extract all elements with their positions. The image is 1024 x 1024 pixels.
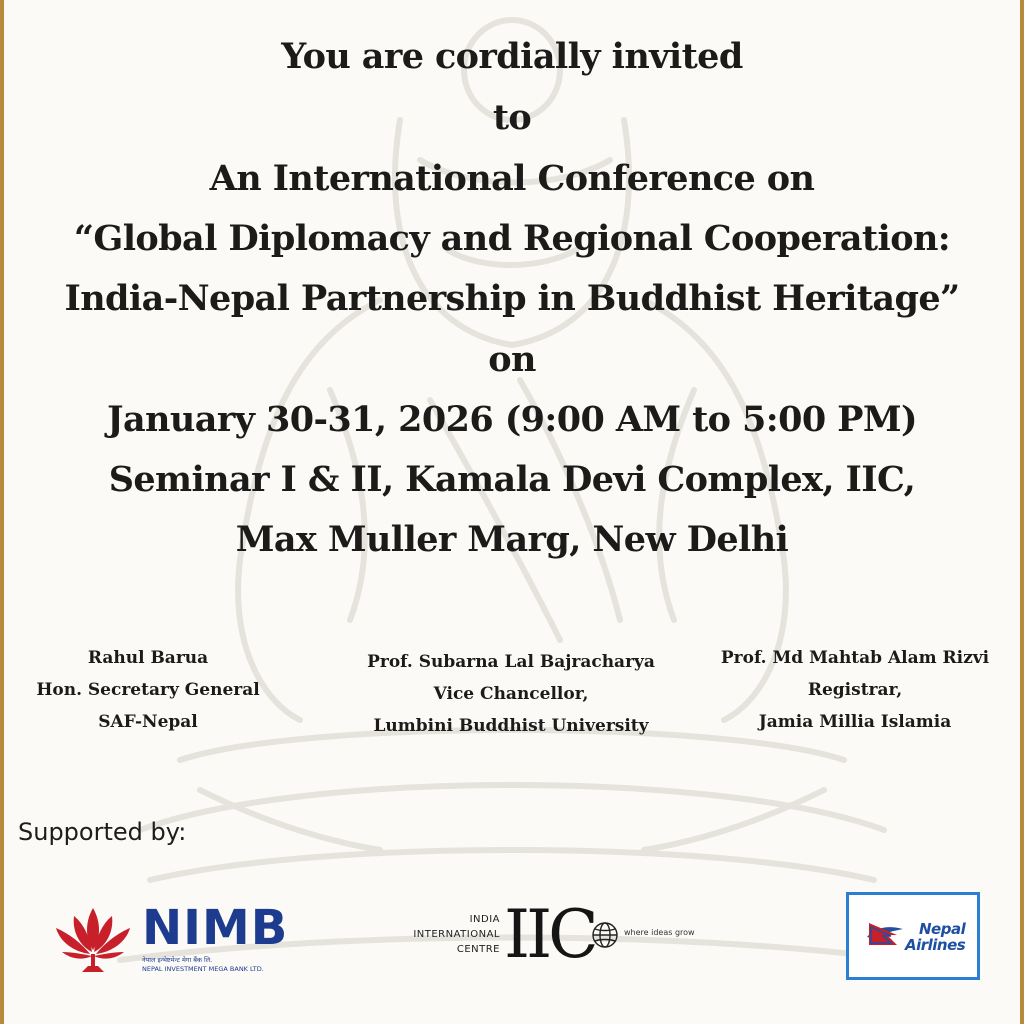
iic-words	[392, 912, 500, 957]
lotus-icon	[52, 904, 134, 974]
iic-word-india: INDIA	[469, 914, 500, 925]
conference-title-line2: India-Nepal Partnership in Buddhist Heritage”	[64, 278, 960, 319]
nepal-airlines-line2: Airlines	[905, 936, 966, 954]
invitation-heading	[40, 26, 984, 570]
invite-on: on	[488, 339, 536, 380]
nimb-subtitle	[142, 956, 292, 974]
nepal-airlines-line1: Nepal	[918, 920, 966, 938]
nimb-subtitle-english: NEPAL INVESTMENT MEGA BANK LTD.	[142, 965, 264, 973]
host-org: SAF-Nepal	[98, 712, 198, 732]
host-name: Prof. Md Mahtab Alam Rizvi	[720, 648, 990, 668]
host-block-rizvi	[690, 642, 1020, 738]
supported-by-label: Supported by:	[18, 818, 187, 846]
invite-to: to	[492, 97, 532, 138]
host-block-bajracharya	[338, 646, 684, 742]
host-name: Rahul Barua	[87, 648, 209, 668]
host-org: Lumbini Buddhist University	[373, 716, 649, 736]
iic-word-international: INTERNATIONAL	[413, 929, 500, 940]
venue-line1: Seminar I & II, Kamala Devi Complex, IIC,	[108, 459, 916, 500]
nepal-airlines-logo	[846, 892, 980, 980]
iic-monogram: IIC	[504, 896, 595, 973]
nimb-wordmark: NIMB	[142, 900, 289, 956]
nimb-logo	[52, 900, 302, 980]
host-org: Jamia Millia Islamia	[758, 712, 952, 732]
conference-intro: An International Conference on	[209, 158, 815, 199]
iic-word-centre: CENTRE	[456, 944, 500, 955]
host-block-barua	[10, 642, 286, 738]
venue-line2: Max Muller Marg, New Delhi	[235, 519, 789, 560]
nepal-airlines-wordmark	[905, 921, 965, 953]
invite-line: You are cordially invited	[281, 36, 743, 77]
host-title: Registrar,	[807, 680, 903, 700]
iic-logo	[392, 896, 722, 974]
conference-title-line1: “Global Diplomacy and Regional Cooperation:	[73, 218, 951, 259]
flag-wing-icon	[863, 919, 907, 955]
iic-tagline: where ideas grow	[624, 928, 695, 937]
nimb-subtitle-local: नेपाल इन्भेष्टमेन्ट मेगा बैंक लि.	[142, 956, 213, 964]
host-name: Prof. Subarna Lal Bajracharya	[367, 652, 655, 672]
host-title: Hon. Secretary General	[36, 680, 260, 700]
globe-icon	[590, 920, 620, 950]
host-title: Vice Chancellor,	[433, 684, 589, 704]
event-date-time: January 30-31, 2026 (9:00 AM to 5:00 PM)	[107, 399, 917, 440]
